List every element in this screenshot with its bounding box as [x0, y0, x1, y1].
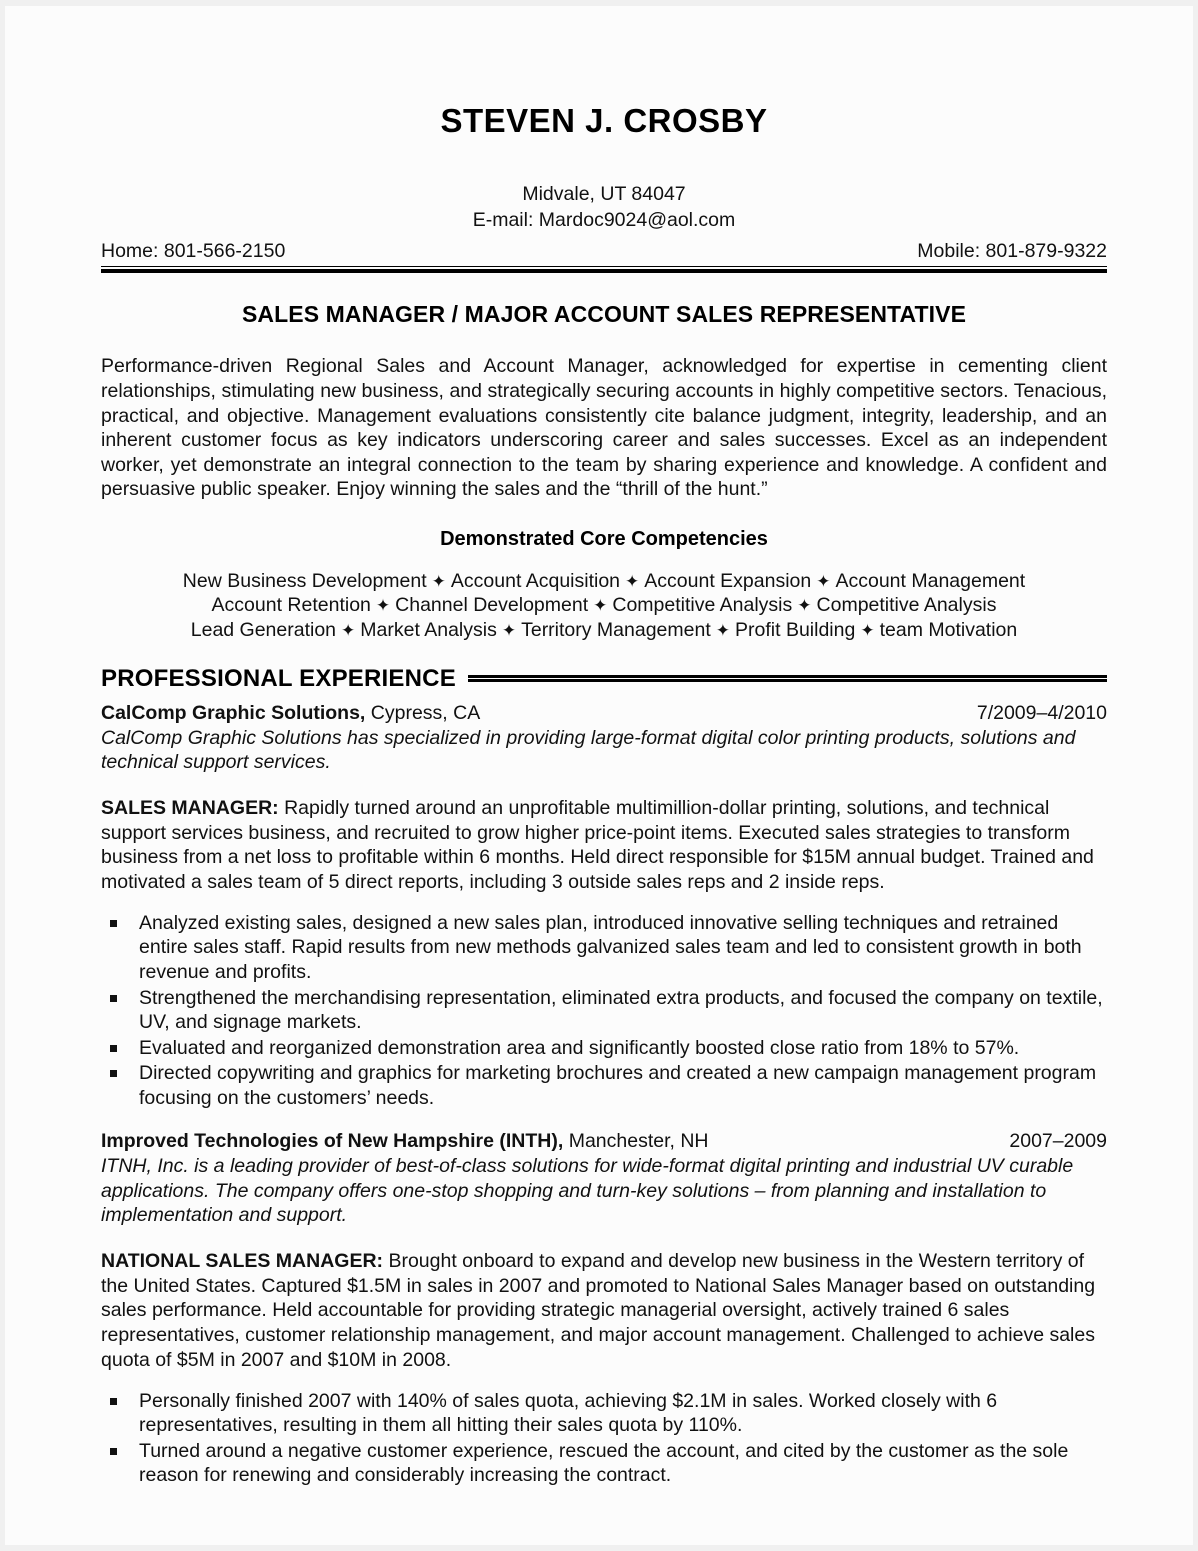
- phone-row: [101, 240, 1107, 263]
- diamond-separator-icon: ✦: [816, 571, 831, 591]
- achievement-list: [101, 911, 1107, 1111]
- competency-item: Account Expansion: [644, 569, 812, 592]
- competency-item: Competitive Analysis: [612, 594, 793, 617]
- section-heading-rule: [468, 675, 1107, 682]
- home-phone: Home: 801-566-2150: [101, 240, 286, 263]
- competencies-title: Demonstrated Core Competencies: [440, 527, 768, 550]
- competency-item: New Business Development: [182, 569, 427, 592]
- achievement-item: Evaluated and reorganized demonstration area and significantly boosted close ratio from 18% to 57%.: [101, 1036, 1107, 1061]
- resume-content: [101, 6, 1107, 1489]
- achievement-item: Analyzed existing sales, designed a new sales plan, introduced innovative selling techniques and retrained entire sales staff. Rapid results from new methods galvanized sales team and led to consistent growth in both revenue and profits.: [101, 911, 1107, 985]
- competencies-list: [101, 569, 1107, 643]
- diamond-separator-icon: ✦: [593, 596, 608, 616]
- diamond-separator-icon: ✦: [797, 596, 812, 616]
- section-heading-experience: [101, 665, 1107, 693]
- employer-name-location: [101, 702, 480, 725]
- role-description: Rapidly turned around an unprofitable multimillion-dollar printing, solutions, and technical support services business, and recruited to grow higher price-point items. Executed sales strategies to transform business from a net loss to profitable within 6 months. Held direct responsible for $15M annual budget. Trained and motivated a sales team of 5 direct reports, including 3 outside sales reps and 2 inside reps.: [101, 796, 1094, 894]
- employer-name: CalComp Graphic Solutions,: [101, 701, 366, 724]
- diamond-separator-icon: ✦: [860, 620, 875, 640]
- summary-paragraph: Performance-driven Regional Sales and Account Manager, acknowledged for expertise in cementing client relationships, stimulating new business, and strategically securing accounts in highly competitive sectors. Tenacious, practical, and objective. Management evaluations consistently cite balance judgment, integrity, leadership, and an inherent customer focus as key indicators underscoring career and sales successes. Excel as an independent worker, yet demonstrate an integral connection to the team by sharing experience and knowledge. A confident and persuasive public speaker. Enjoy winning the sales and the “thrill of the hunt.”: [101, 355, 1107, 501]
- role-title: SALES MANAGER:: [101, 796, 279, 819]
- competency-item: Profit Building: [735, 618, 856, 641]
- role-paragraph: [101, 1249, 1107, 1373]
- employer-name-location: [101, 1130, 709, 1153]
- diamond-separator-icon: ✦: [501, 620, 517, 640]
- experience-entry: [101, 702, 1107, 1111]
- competency-row: [101, 569, 1107, 594]
- resume-page: [5, 6, 1193, 1545]
- experience-list: [101, 702, 1107, 1488]
- achievement-item: Turned around a negative customer experience, rescued the account, and cited by the customer as the sole reason for renewing and considerably increasing the contract.: [101, 1439, 1107, 1488]
- role-description: Brought onboard to expand and develop new business in the Western territory of the United States. Captured $1.5M in sales in 2007 and promoted to National Sales Manager based on outstanding sales performance. Held accountable for providing strategic managerial oversight, actively trained 6 sales representatives, customer relationship management, and major account management. Challenged to achieve sales quota of $5M in 2007 and $10M in 2008.: [101, 1249, 1096, 1371]
- competency-item: Territory Management: [521, 618, 711, 641]
- employer-description: ITNH, Inc. is a leading provider of best-of-class solutions for wide-format digital printing and industrial UV curable applications. The company offers one-stop shopping and turn-key solutions – from planning and installation to implementation and support.: [101, 1155, 1074, 1226]
- competency-item: Market Analysis: [360, 618, 497, 641]
- diamond-separator-icon: ✦: [341, 620, 356, 640]
- employer-description: CalComp Graphic Solutions has specialized in providing large-format digital color printing products, solutions and technical support services.: [101, 726, 1076, 773]
- competency-item: Account Retention: [211, 594, 371, 617]
- diamond-separator-icon: ✦: [715, 620, 731, 640]
- employer-line: [101, 1130, 1107, 1153]
- role-title: NATIONAL SALES MANAGER:: [101, 1249, 384, 1272]
- experience-entry: [101, 1130, 1107, 1488]
- achievement-item: Personally finished 2007 with 140% of sales quota, achieving $2.1M in sales. Worked closely with 6 representatives, resulting in them all hitting their sales quota by 110%.: [101, 1389, 1107, 1438]
- competency-item: Competitive Analysis: [816, 594, 997, 617]
- address-line: Midvale, UT 84047: [522, 183, 686, 205]
- professional-headline: SALES MANAGER / MAJOR ACCOUNT SALES REPRESENTATIVE: [241, 301, 967, 328]
- competency-item: Channel Development: [395, 594, 589, 617]
- employment-dates: 2007–2009: [1009, 1130, 1107, 1153]
- section-heading-label: PROFESSIONAL EXPERIENCE: [101, 664, 456, 692]
- candidate-name: STEVEN J. CROSBY: [440, 102, 768, 139]
- competency-item: Account Acquisition: [450, 569, 621, 592]
- employment-dates: 7/2009–4/2010: [976, 701, 1107, 724]
- diamond-separator-icon: ✦: [375, 596, 391, 616]
- diamond-separator-icon: ✦: [625, 571, 640, 591]
- achievement-list: [101, 1389, 1107, 1488]
- competency-item: Account Management: [835, 569, 1026, 592]
- competency-row: [101, 593, 1107, 618]
- employer-location: Manchester, NH: [563, 1130, 709, 1153]
- competency-item: team Motivation: [879, 618, 1018, 641]
- achievement-item: Directed copywriting and graphics for marketing brochures and created a new campaign management program focusing on the customers’ needs.: [101, 1061, 1107, 1110]
- diamond-separator-icon: ✦: [431, 571, 446, 591]
- competency-row: [101, 618, 1107, 643]
- contact-block: [101, 182, 1107, 233]
- employer-line: [101, 702, 1107, 725]
- header-divider: [101, 266, 1107, 273]
- role-paragraph: [101, 796, 1107, 895]
- employer-name: Improved Technologies of New Hampshire (INTH),: [101, 1130, 564, 1153]
- mobile-phone: Mobile: 801-879-9322: [917, 240, 1107, 263]
- email-line: E-mail: Mardoc9024@aol.com: [472, 208, 736, 231]
- competency-item: Lead Generation: [190, 618, 337, 641]
- achievement-item: Strengthened the merchandising representation, eliminated extra products, and focused the company on textile, UV, and signage markets.: [101, 986, 1107, 1035]
- employer-location: Cypress, CA: [365, 701, 481, 724]
